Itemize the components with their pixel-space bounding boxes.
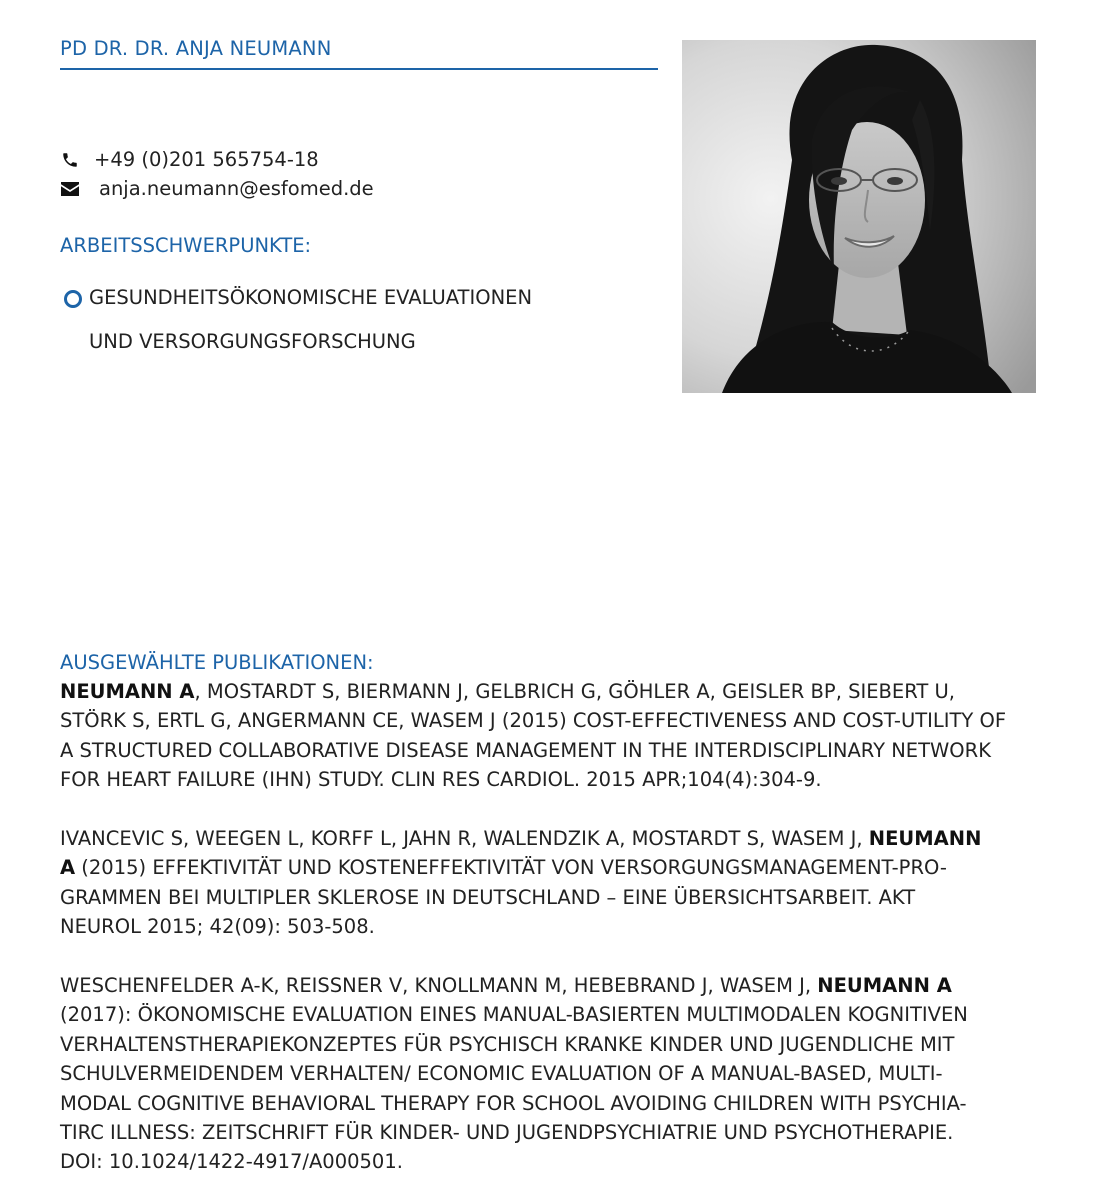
publication-highlighted-author: NEUMANN A — [60, 827, 982, 880]
focus-heading: ARBEITSSCHWERPUNKTE: — [60, 234, 312, 257]
publication-citation: (2017): ÖKONOMISCHE EVALUATION EINES MANUAL-BASIERTEN MULTIMODALEN KOGNITIVEN VERHALTENSTHERAPIEKONZEPTES FÜR PSYCHISCH KRANKE KINDER UND JUGENDLICHE MIT SCHULVERMEIDENDEM VERHALTEN/ ECONOMIC EVALUATION OF A MANUAL-BASED, MULTI- MODAL COGNITIVE BEHAVIORAL THERAPY FOR SCHOOL AVOIDING CHILDREN WITH PSYCHIA- TIRC ILLNESS: ZEITSCHRIFT FÜR KINDER- UND JUGENDPSYCHIATRIE UND PSYCHOTHERAPIE. DOI: 10.1024/1422-4917/A000501. — [60, 1003, 968, 1174]
publication-authors-before: WESCHENFELDER A-K, REISSNER V, KNOLLMANN M, HEBEBRAND J, WASEM J, — [60, 974, 818, 998]
publications-heading: AUSGEWÄHLTE PUBLIKATIONEN: — [60, 651, 374, 674]
publication-highlighted-author: NEUMANN A — [60, 680, 195, 703]
focus-list — [64, 276, 532, 364]
publication-item — [60, 824, 1050, 942]
portrait-photo — [682, 40, 1036, 393]
publication-item — [60, 971, 1050, 1177]
publication-citation: (2015) EFFEKTIVITÄT UND KOSTENEFFEKTIVITÄT VON VERSORGUNGSMANAGEMENT-PRO- GRAMMEN BEI MULTIPLER SKLEROSE IN DEUTSCHLAND – EINE ÜBERSICHTSARBEIT. AKT NEUROL 2015; 42(09): 503-508. — [60, 856, 947, 939]
focus-item-line-1: GESUNDHEITSÖKONOMISCHE EVALUATIONEN — [89, 286, 533, 309]
profile-name: PD DR. DR. ANJA NEUMANN — [60, 36, 658, 70]
publications-list — [60, 677, 1050, 1177]
email-link[interactable]: anja.neumann@esfomed.de — [99, 177, 374, 200]
phone-number[interactable]: +49 (0)201 565754-18 — [94, 148, 319, 171]
ring-bullet-icon — [64, 290, 82, 308]
phone-icon — [60, 150, 80, 170]
contact-block — [60, 145, 374, 203]
contact-phone-row — [60, 145, 374, 174]
publication-item — [60, 677, 1050, 795]
publication-citation: , MOSTARDT S, BIERMANN J, GELBRICH G, GÖHLER A, GEISLER BP, SIEBERT U, STÖRK S, ERTL G, ANGERMANN CE, WASEM J (2015) COST-EFFECTIVENESS AND COST-UTILITY OF A STRUCTURED COLLABORATIVE DISEASE MANAGEMENT IN THE INTERDISCIPLINARY NETWORK FOR HEART FAILURE (IHN) STUDY. CLIN RES CARDIOL. 2015 APR;104(4):304-9. — [60, 680, 1007, 792]
envelope-icon — [60, 179, 80, 199]
focus-item-line-2: UND VERSORGUNGSFORSCHUNG — [89, 330, 416, 353]
focus-item — [64, 276, 532, 364]
contact-email-row — [60, 174, 374, 203]
publication-authors-before: IVANCEVIC S, WEEGEN L, KORFF L, JAHN R, WALENDZIK A, MOSTARDT S, WASEM J, — [60, 827, 869, 851]
publication-highlighted-author: NEUMANN A — [817, 974, 952, 998]
